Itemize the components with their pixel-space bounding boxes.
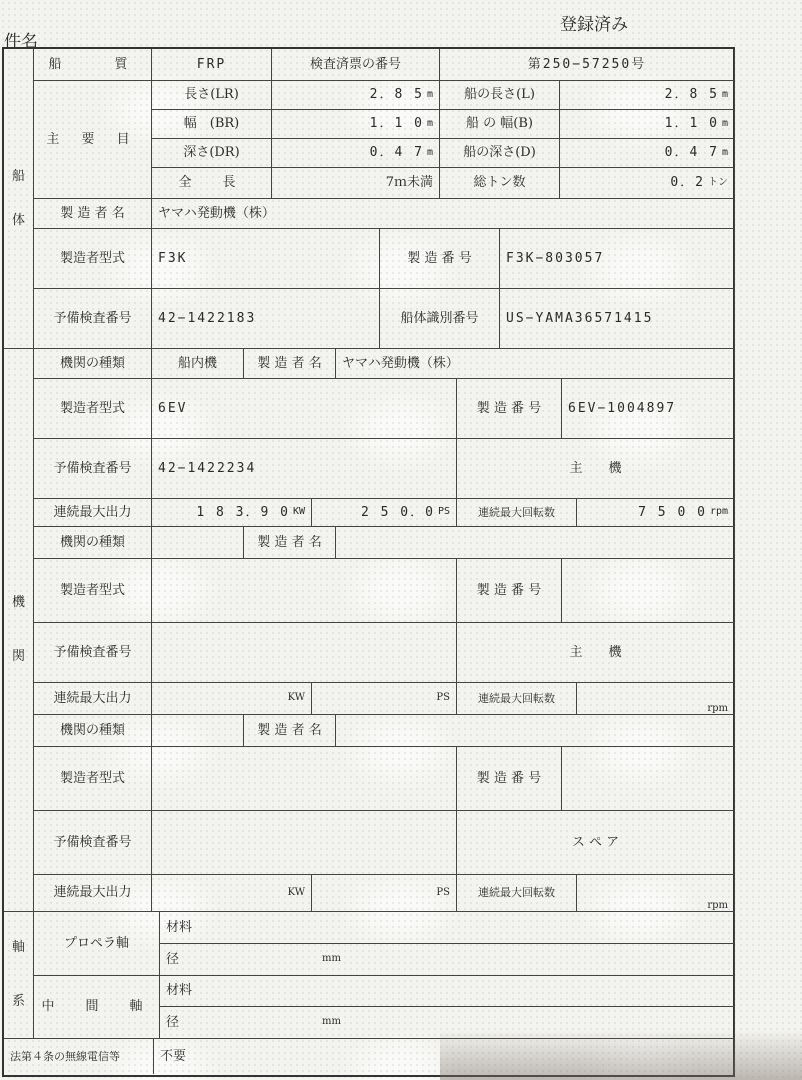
inspection-number-label: 検査済票の番号 <box>272 49 440 81</box>
engine1-role: 主 機 <box>457 439 735 499</box>
engine1-prelim-label: 予備検査番号 <box>34 439 152 499</box>
engine3-serial-label: 製 造 番 号 <box>457 747 562 811</box>
engine2-type-value <box>152 527 244 559</box>
desk-shadow <box>440 1030 802 1080</box>
intermediate-diameter-label: 径 <box>166 1014 180 1030</box>
engine2-prelim-value <box>152 623 457 683</box>
engine1-power-label: 連続最大出力 <box>34 499 152 527</box>
hull-id-label: 船体識別番号 <box>380 289 500 349</box>
engine3-maker-value <box>336 715 735 747</box>
hull-serial-value: F3K−803057 <box>500 229 735 289</box>
length-r-label: 長さ(LR) <box>152 81 272 110</box>
engine3-prelim-label: 予備検査番号 <box>34 811 152 875</box>
engine1-ps-number: 2 5 0．0 <box>360 504 435 520</box>
engine1-power-kw <box>152 499 312 527</box>
depth-r-unit: m <box>426 146 433 158</box>
engine1-maker-value: ヤマハ発動機（株） <box>336 349 735 379</box>
form-title: 件名 <box>4 32 38 52</box>
engine3-power-label: 連続最大出力 <box>34 875 152 912</box>
engine3-serial-value <box>562 747 735 811</box>
engine-label-char-2: 関 <box>11 649 25 664</box>
depth-l-unit: m <box>721 146 728 158</box>
inspection-number-value: 第250−57250号 <box>440 49 735 81</box>
breadth-r-number: 1．1 0 <box>369 116 424 132</box>
engine2-model-value <box>152 559 457 623</box>
total-length-value: 7ｍ未満 <box>272 168 440 199</box>
engine1-model-label: 製造者型式 <box>34 379 152 439</box>
hull-label-char-2: 体 <box>11 212 25 228</box>
depth-r-value <box>272 139 440 168</box>
propeller-diameter <box>160 944 735 976</box>
hull-serial-label: 製 造 番 号 <box>380 229 500 289</box>
hull-section-label <box>4 49 34 349</box>
breadth-r-value <box>272 110 440 139</box>
length-l-number: 2．8 5 <box>664 87 719 103</box>
engine3-prelim-value <box>152 811 457 875</box>
engine1-serial-label: 製 造 番 号 <box>457 379 562 439</box>
engine1-prelim-value: 42−1422234 <box>152 439 457 499</box>
shaft-section-label <box>4 912 34 1039</box>
length-l-value <box>560 81 735 110</box>
main-dimensions-label: 主 要 目 <box>34 81 152 199</box>
hull-label-char-1: 船 <box>11 168 25 184</box>
engine2-type-label: 機関の種類 <box>34 527 152 559</box>
tonnage-unit: トン <box>708 176 728 188</box>
hull-model-value: F3K <box>152 229 380 289</box>
hull-model-label: 製造者型式 <box>34 229 152 289</box>
engine1-rpm-unit: rpm <box>709 506 728 518</box>
engine1-type-label: 機関の種類 <box>34 349 152 379</box>
depth-r-label: 深さ(DR) <box>152 139 272 168</box>
engine2-model-label: 製造者型式 <box>34 559 152 623</box>
engine2-role: 主 機 <box>457 623 735 683</box>
radio-label: 法第４条の無線電信等 <box>4 1039 154 1074</box>
engine2-maker-value <box>336 527 735 559</box>
form-table <box>2 47 735 1077</box>
engine2-ps-unit: PS <box>436 692 450 704</box>
length-r-unit: m <box>426 88 433 100</box>
breadth-r-unit: m <box>426 117 433 129</box>
engine2-rpm-label: 連続最大回転数 <box>457 683 577 715</box>
engine2-rpm-unit: rpm <box>707 702 728 714</box>
intermediate-shaft-label: 中 間 軸 <box>34 976 160 1039</box>
shaft-label-char-2: 系 <box>11 994 25 1009</box>
engine1-rpm-number: 7 5 0 0 <box>638 504 707 520</box>
total-length-label: 全 長 <box>152 168 272 199</box>
intermediate-material-label: 材料 <box>166 983 193 999</box>
engine2-serial-label: 製 造 番 号 <box>457 559 562 623</box>
hull-prelim-value: 42−1422183 <box>152 289 380 349</box>
depth-r-number: 0．4 7 <box>369 145 424 161</box>
propeller-shaft-label: プロペラ軸 <box>34 912 160 976</box>
material-value: FRP <box>152 49 272 81</box>
engine2-power-kw <box>152 683 312 715</box>
engine1-kw-number: 1 8 3．9 0 <box>196 504 290 520</box>
engine3-type-value <box>152 715 244 747</box>
breadth-l-number: 1．1 0 <box>664 116 719 132</box>
propeller-diameter-label: 径 <box>166 951 180 967</box>
breadth-l-value <box>560 110 735 139</box>
radio-value: 不要 <box>154 1039 735 1074</box>
engine3-model-label: 製造者型式 <box>34 747 152 811</box>
tonnage-number: 0．2 <box>670 175 705 191</box>
hull-maker-value: ヤマハ発動機（株） <box>152 199 735 229</box>
engine-section-label <box>4 349 34 912</box>
propeller-material <box>160 912 735 944</box>
engine3-maker-label: 製 造 者 名 <box>244 715 336 747</box>
tonnage-label: 総トン数 <box>440 168 560 199</box>
engine3-rpm-label: 連続最大回転数 <box>457 875 577 912</box>
engine3-power-ps <box>312 875 457 912</box>
depth-l-label: 船の深さ(D) <box>440 139 560 168</box>
engine1-ps-unit: PS <box>437 506 450 518</box>
engine3-role: ス ペ ア <box>457 811 735 875</box>
engine1-model-value: 6EV <box>152 379 457 439</box>
hull-prelim-label: 予備検査番号 <box>34 289 152 349</box>
length-r-value <box>272 81 440 110</box>
engine3-kw-unit: KW <box>287 886 305 898</box>
depth-l-number: 0．4 7 <box>664 145 719 161</box>
breadth-l-unit: m <box>721 117 728 129</box>
engine3-power-kw <box>152 875 312 912</box>
engine1-rpm-value <box>577 499 735 527</box>
engine1-maker-label: 製 造 者 名 <box>244 349 336 379</box>
engine2-prelim-label: 予備検査番号 <box>34 623 152 683</box>
engine1-kw-unit: KW <box>292 506 305 518</box>
material-label: 船 質 <box>34 49 152 81</box>
engine2-power-label: 連続最大出力 <box>34 683 152 715</box>
depth-l-value <box>560 139 735 168</box>
engine2-maker-label: 製 造 者 名 <box>244 527 336 559</box>
length-r-number: 2．8 5 <box>369 87 424 103</box>
engine3-type-label: 機関の種類 <box>34 715 152 747</box>
engine2-power-ps <box>312 683 457 715</box>
engine1-serial-value: 6EV−1004897 <box>562 379 735 439</box>
engine-label-char-1: 機 <box>11 595 25 611</box>
intermediate-diameter-unit: mm <box>322 1016 341 1028</box>
length-l-label: 船の長さ(L) <box>440 81 560 110</box>
hull-id-value: US−YAMA36571415 <box>500 289 735 349</box>
registration-status: 登録済み <box>560 15 628 35</box>
breadth-r-label: 幅 (BR) <box>152 110 272 139</box>
engine2-serial-value <box>562 559 735 623</box>
propeller-material-label: 材料 <box>166 919 193 935</box>
engine1-power-ps <box>312 499 457 527</box>
engine3-model-value <box>152 747 457 811</box>
length-l-unit: m <box>721 88 728 100</box>
intermediate-material <box>160 976 735 1007</box>
breadth-l-label: 船 の 幅(B) <box>440 110 560 139</box>
engine1-rpm-label: 連続最大回転数 <box>457 499 577 527</box>
shaft-label-char-1: 軸 <box>11 940 25 956</box>
propeller-diameter-unit: mm <box>322 953 341 965</box>
engine2-rpm-value <box>577 683 735 715</box>
tonnage-value <box>560 168 735 199</box>
engine2-kw-unit: KW <box>287 692 305 704</box>
engine1-type-value: 船内機 <box>152 349 244 379</box>
engine3-ps-unit: PS <box>436 886 450 898</box>
engine3-rpm-value <box>577 875 735 912</box>
engine3-rpm-unit: rpm <box>707 899 728 911</box>
hull-maker-label: 製 造 者 名 <box>34 199 152 229</box>
